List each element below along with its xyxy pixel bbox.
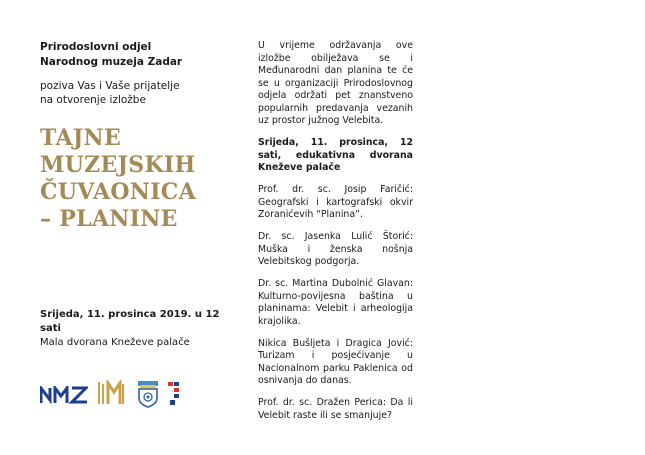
organizer-line-2: Narodnog muzeja Zadar [40,56,183,68]
zadar-coat-of-arms-logo [136,380,160,408]
lecture-item: Dr. sc. Martina Dubolnić Glavan: Kulturno-povijesna baština u planinama: Velebit i arheologija krajolika. [258,278,413,327]
title-line: MUZEJSKIH [40,152,196,178]
organizer-line-1: Prirodoslovni odjel [40,41,152,53]
logo-strip [40,378,200,408]
title-line: ČUVAONICA [40,179,196,205]
invitation-header [40,40,225,233]
lecture-item: Dr. sc. Jasenka Lulić Štorić: Muška i ženska nošnja Velebitskog podgorja. [258,231,413,267]
title-line: – PLANINE [40,206,178,232]
lecture-item: Nikica Bušljeta i Dragica Jović: Turizam i posjećivanje u Nacionalnom parku Paklenica od osnivanja do danas. [258,337,413,386]
event-place: Mala dvorana Kneževe palače [40,337,190,348]
partner-logo [167,381,181,407]
opening-event [40,308,230,350]
lecture-program [258,40,413,432]
invitation-line-1: poziva Vas i Vaše prijatelje [40,80,180,92]
session-info: Srijeda, 11. prosinca, 12 sati, edukativna dvorana Kneževe palače [258,137,413,173]
title-line: TAJNE [40,125,122,151]
exhibition-title [40,125,225,233]
event-date: Srijeda, 11. prosinca 2019. u 12 sati [40,309,220,334]
program-intro: U vrijeme održavanja ove izložbe obilježava se i Međunarodni dan planina te će se u organizaciji Prirodoslovnog odjela održati pet znanstveno popularnih predavanja vezanih uz prostor južnog Velebita. [258,40,413,126]
lecture-item: Prof. dr. sc. Dražen Perica: Da li Velebit raste ili se smanjuje? [258,397,413,421]
organizer [40,40,225,70]
lecture-item: Prof. dr. sc. Josip Faričić: Geografski i kartografski okvir Zoranićevih “Planina”. [258,184,413,220]
museum-logo [96,380,126,406]
invitation-text [40,79,225,107]
invitation-line-2: na otvorenje izložbe [40,94,146,106]
nmz-logo [40,386,88,404]
